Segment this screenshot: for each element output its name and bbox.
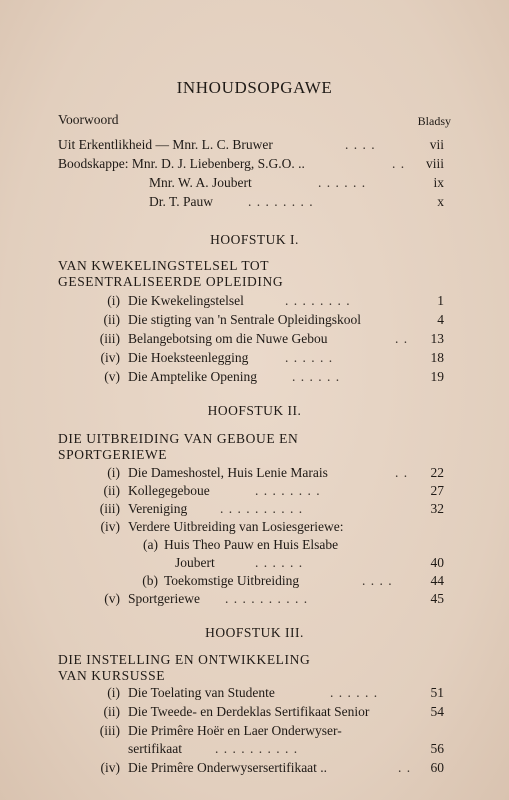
entry-label: Die Amptelike Opening xyxy=(128,369,257,384)
leader-dots: . . . . xyxy=(345,137,376,152)
page-number: x xyxy=(437,194,444,209)
page-number: 54 xyxy=(430,704,444,719)
page-number: 22 xyxy=(430,465,444,480)
chapter-heading-line: VAN KWEKELINGSTELSEL TOT xyxy=(58,258,270,273)
page-number: 45 xyxy=(430,591,444,606)
toc-entry-erkentlikheid xyxy=(0,137,509,153)
entry-label: Die Toelating van Studente xyxy=(128,685,275,700)
page-number: viii xyxy=(425,156,444,171)
toc-entry xyxy=(0,555,509,571)
entry-label: Voorwoord xyxy=(58,112,119,127)
page-number: 44 xyxy=(430,573,444,588)
page-number: vii xyxy=(429,137,444,152)
chapter-heading-line: DIE UITBREIDING VAN GEBOUE EN xyxy=(58,431,299,446)
leader-dots: . . . . . . xyxy=(330,685,379,700)
page-number: 51 xyxy=(430,685,444,700)
leader-dots: . . . . . . xyxy=(318,175,367,190)
entry-number: (iii) xyxy=(99,331,120,346)
entry-label: Sportgeriewe xyxy=(128,591,200,606)
toc-entry xyxy=(0,293,509,309)
entry-number: (iii) xyxy=(99,723,120,738)
entry-label: Die Hoeksteenlegging xyxy=(128,350,249,365)
entry-label: Uit Erkentlikheid — Mnr. L. C. Bruwer xyxy=(58,137,273,152)
toc-entry-joubert xyxy=(0,175,509,191)
chapter-heading xyxy=(58,258,283,290)
toc-entry xyxy=(0,369,509,385)
leader-dots: . . . . . . xyxy=(292,369,341,384)
chapter-label: HOOFSTUK III. xyxy=(205,625,304,640)
entry-label: Joubert xyxy=(175,555,215,570)
entry-number: (iii) xyxy=(99,501,120,516)
chapter-heading-line: VAN KURSUSSE xyxy=(58,668,166,683)
leader-dots: . . xyxy=(392,156,406,171)
page-number: 18 xyxy=(430,350,444,365)
entry-number: (b) xyxy=(142,573,158,588)
entry-number: (iv) xyxy=(100,760,120,775)
page-number: 19 xyxy=(430,369,444,384)
chapter-label: HOOFSTUK II. xyxy=(207,403,302,418)
page-number: 1 xyxy=(437,293,444,308)
chapter-label: HOOFSTUK I. xyxy=(210,232,299,247)
leader-dots: . . . . . . . . xyxy=(285,293,351,308)
page-title: INHOUDSOPGAWE xyxy=(176,78,333,97)
entry-label: Die Tweede- en Derdeklas Sertifikaat Senior xyxy=(128,704,370,719)
page-column-header: Bladsy xyxy=(417,114,451,128)
entry-label: Dr. T. Pauw xyxy=(149,194,213,209)
entry-label: Boodskappe: Mnr. D. J. Liebenberg, S.G.O. .. xyxy=(58,156,305,171)
toc-entry xyxy=(0,723,509,739)
leader-dots: . . . . . . . . xyxy=(248,194,314,209)
page-number: 27 xyxy=(430,483,444,498)
entry-number: (i) xyxy=(107,465,120,480)
entry-label: Belangebotsing om die Nuwe Gebou xyxy=(128,331,328,346)
leader-dots: . . . . . . . . . . xyxy=(220,501,304,516)
entry-number: (iv) xyxy=(100,350,120,365)
leader-dots: . . xyxy=(398,760,412,775)
entry-label: Die Kwekelingstelsel xyxy=(128,293,244,308)
entry-label: sertifikaat xyxy=(128,741,182,756)
page-number: 40 xyxy=(430,555,444,570)
entry-label: Mnr. W. A. Joubert xyxy=(149,175,252,190)
entry-number: (v) xyxy=(104,369,120,384)
entry-label: Huis Theo Pauw en Huis Elsabe xyxy=(164,537,339,552)
entry-number: (ii) xyxy=(103,704,120,719)
toc-entry xyxy=(0,331,509,347)
toc-entry-boodskappe xyxy=(0,156,509,172)
entry-number: (ii) xyxy=(103,483,120,498)
entry-label: Die stigting van 'n Sentrale Opleidingskool xyxy=(128,312,362,327)
entry-number: (i) xyxy=(107,293,120,308)
leader-dots: . . . . xyxy=(362,573,393,588)
entry-number: (i) xyxy=(107,685,120,700)
entry-number: (ii) xyxy=(103,312,120,327)
entry-label: Vereniging xyxy=(128,501,188,516)
toc-entry xyxy=(0,591,509,607)
chapter-heading-line: SPORTGERIEWE xyxy=(58,447,168,462)
entry-label: Die Primêre Onderwysersertifikaat .. xyxy=(128,760,328,775)
toc-entry xyxy=(0,760,509,776)
toc-entry xyxy=(0,350,509,366)
chapter-heading-line: DIE INSTELLING EN ONTWIKKELING xyxy=(58,652,311,667)
chapter-heading-line: GESENTRALISEERDE OPLEIDING xyxy=(58,274,284,289)
leader-dots: . . . . . . xyxy=(255,555,304,570)
toc-entry xyxy=(0,501,509,517)
leader-dots: . . xyxy=(395,465,409,480)
entry-label: Verdere Uitbreiding van Losiesgeriewe: xyxy=(128,519,344,534)
entry-label: Kollegegeboue xyxy=(128,483,210,498)
toc-entry xyxy=(0,704,509,720)
page-number: 56 xyxy=(430,741,444,756)
page-number: 60 xyxy=(430,760,444,775)
toc-entry xyxy=(0,537,509,553)
toc-entry xyxy=(0,312,509,328)
chapter-heading xyxy=(58,652,310,684)
leader-dots: . . . . . . xyxy=(285,350,334,365)
leader-dots: . . . . . . . . xyxy=(255,483,321,498)
toc-entry xyxy=(0,519,509,535)
page-number: 4 xyxy=(437,312,444,327)
entry-label: Die Primêre Hoër en Laer Onderwyser- xyxy=(128,723,342,738)
entry-number: (v) xyxy=(104,591,120,606)
entry-label: Toekomstige Uitbreiding xyxy=(164,573,300,588)
entry-number: (iv) xyxy=(100,519,120,534)
leader-dots: . . xyxy=(395,331,409,346)
toc-entry xyxy=(0,741,509,757)
chapter-heading xyxy=(58,431,298,463)
leader-dots: . . . . . . . . . . xyxy=(215,741,299,756)
entry-number: (a) xyxy=(143,537,158,552)
toc-entry-pauw xyxy=(0,194,509,210)
toc-entry xyxy=(0,573,509,589)
page-number: ix xyxy=(433,175,444,190)
toc-entry xyxy=(0,465,509,481)
leader-dots: . . . . . . . . . . xyxy=(225,591,309,606)
toc-entry xyxy=(0,685,509,701)
entry-label: Die Dameshostel, Huis Lenie Marais xyxy=(128,465,328,480)
page-number: 32 xyxy=(430,501,444,516)
page-number: 13 xyxy=(430,331,444,346)
toc-entry xyxy=(0,483,509,499)
